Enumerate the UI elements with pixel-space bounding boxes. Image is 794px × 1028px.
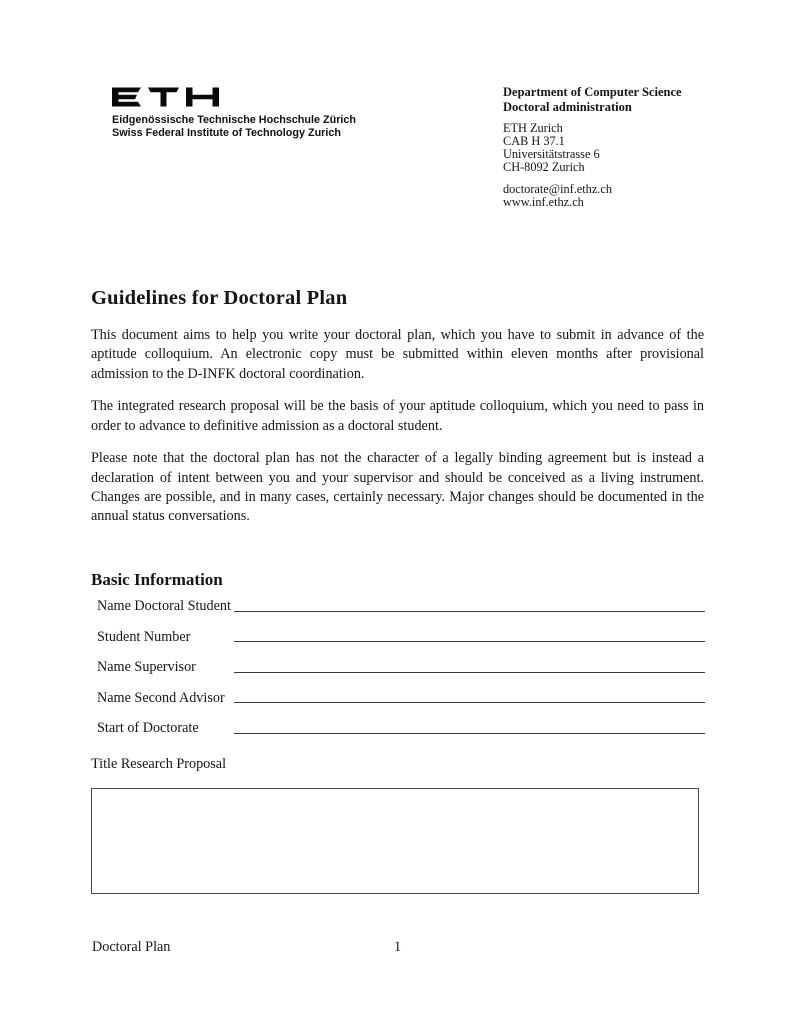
address-line: CH-8092 Zurich (503, 159, 585, 174)
field-blank-line (234, 672, 705, 673)
address-block (503, 122, 600, 174)
field-label: Name Second Advisor (97, 689, 225, 706)
footer-page-number: 1 (393, 939, 402, 955)
contact-block (503, 183, 612, 209)
eth-logo-block (112, 87, 356, 140)
paragraph: This document aims to help you write your doctoral plan, which you have to submit in advance of the aptitude colloquium. An electronic copy must be submitted within eleven months after provisional admission to the D-INFK doctoral coordination. (91, 327, 704, 382)
address-line: Universitätstrasse 6 (503, 146, 600, 161)
eth-logo-icon (112, 87, 356, 107)
section-heading-basic-information: Basic Information (91, 570, 223, 590)
field-label: Start of Doctorate (97, 720, 199, 737)
field-blank-line (234, 733, 705, 734)
address-line: CAB H 37.1 (503, 133, 565, 148)
contact-website: www.inf.ethz.ch (503, 194, 584, 209)
intro-text (91, 326, 704, 540)
field-label: Student Number (97, 628, 191, 645)
form-row-name-second-advisor (91, 689, 705, 720)
paragraph: Please note that the doctoral plan has not the character of a legally binding agreement but is instead a declaration of intent between you and your supervisor and should be conceived as a living instrument. Changes are possible, and in many cases, certainly necessary. Major changes should be documented in the annual status conversations. (91, 450, 704, 525)
department-unit: Doctoral administration (503, 100, 632, 114)
logo-subtitle-german: Eidgenössische Technische Hochschule Zürich (112, 114, 356, 126)
form-row-name-doctoral-student (91, 597, 705, 628)
department-name: Department of Computer Science (503, 85, 682, 99)
paragraph: The integrated research proposal will be the basis of your aptitude colloquium, which you need to pass in order to advance to definitive admission as a doctoral student. (91, 398, 704, 434)
logo-subtitle-english: Swiss Federal Institute of Technology Zurich (112, 127, 341, 140)
research-proposal-label: Title Research Proposal (91, 756, 227, 772)
footer-document-name: Doctoral Plan (92, 939, 171, 955)
field-label: Name Doctoral Student (97, 598, 231, 614)
field-blank-line (234, 641, 705, 642)
contact-email: doctorate@inf.ethz.ch (503, 182, 612, 196)
address-line: ETH Zurich (503, 121, 563, 135)
basic-information-form (91, 597, 705, 750)
form-row-name-supervisor (91, 658, 705, 689)
field-blank-line (234, 702, 705, 703)
form-row-student-number (91, 628, 705, 659)
research-proposal-box (91, 788, 699, 894)
page-title: Guidelines for Doctoral Plan (91, 286, 348, 309)
form-row-start-of-doctorate (91, 719, 705, 750)
field-blank-line (234, 611, 705, 612)
field-label: Name Supervisor (97, 659, 196, 676)
department-block (503, 85, 682, 115)
